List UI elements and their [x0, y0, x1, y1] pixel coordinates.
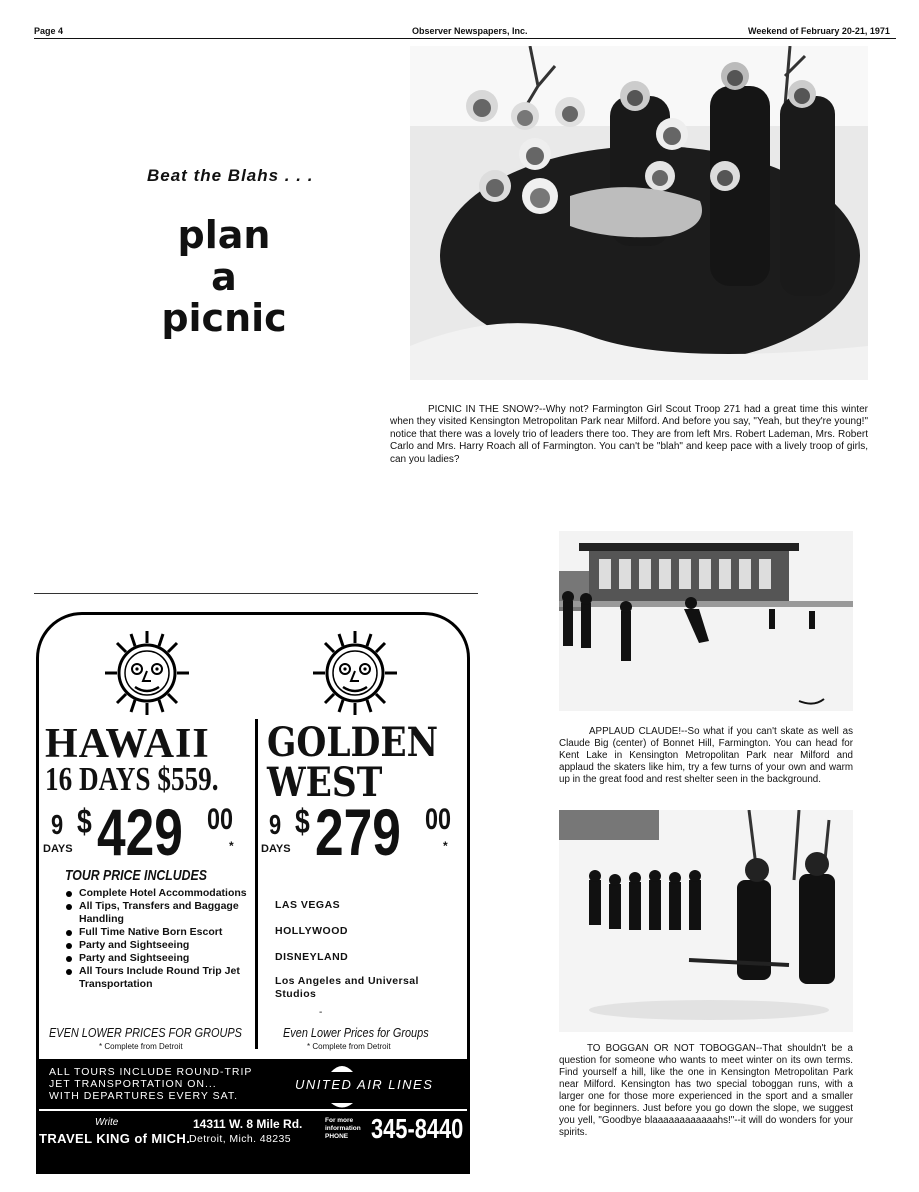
skate-caption: APPLAUD CLAUDE!--So what if you can't skate as well as Claude Big (center) of Bonnet Hill, Farmington. You can head for Kent Lake in Kensington Metropolitan Park near Milford and applaud the skaters like him, try a few turns of your own and warm up in the great food and rest shelter seen in the background. [559, 726, 853, 785]
header-rule [34, 38, 896, 39]
section-rule [34, 593, 478, 594]
headline-word-a: a [211, 255, 237, 299]
page-number: Page 4 [34, 26, 64, 36]
west-item-los-angeles: Los Angeles and Universal Studios [275, 975, 419, 1000]
tour-includes-list [63, 887, 249, 991]
list-item: Complete Hotel Accommodations [63, 887, 249, 900]
departures-band [39, 1059, 467, 1109]
west-price-star: * [443, 839, 448, 853]
tour-includes-title: TOUR PRICE INCLUDES [65, 867, 207, 884]
list-item: Party and Sightseeing [63, 952, 249, 965]
sun-logo-icon [305, 625, 405, 721]
hawaii-title: HAWAII [45, 721, 210, 767]
toboggan-photo [559, 810, 853, 1032]
west-item-las-vegas: LAS VEGAS [275, 899, 341, 911]
hawaii-price-star: * [229, 839, 234, 853]
west-days-word: DAYS [261, 843, 291, 855]
address-line-2: Detroit, Mich. 48235 [189, 1133, 291, 1145]
west-dash: - [319, 1007, 323, 1018]
hawaii-price: 429 [97, 795, 183, 869]
headline-word-plan: plan [177, 213, 271, 257]
issue-date: Weekend of February 20-21, 1971 [748, 26, 890, 36]
address-line-1: 14311 W. 8 Mile Rd. [193, 1117, 303, 1131]
phone-number: 345-8440 [371, 1113, 464, 1144]
hawaii-dollar-sign: $ [77, 803, 92, 841]
picnic-caption: PICNIC IN THE SNOW?--Why not? Farmington Girl Scout Troop 271 had a great time this winter when they visited Kensington Metropolitan Park near Milford. And before you say, "Yeah, but they're young!" notice that there was a lovely trio of leaders there too. They are from left Mrs. Robert Lademan, Mrs. Robert Carlo and Mrs. Harry Roach all of Farmington. You can't be "blah" and keep pace with a lively troop of girls, can you ladies? [390, 404, 868, 465]
west-title: WEST [267, 759, 383, 806]
headline-word-picnic: picnic [161, 296, 287, 340]
column-divider [255, 719, 258, 1049]
hawaii-days-number: 9 [51, 809, 64, 840]
hawaii-group-prices: EVEN LOWER PRICES FOR GROUPS [49, 1025, 242, 1040]
skate-photo [559, 531, 853, 711]
united-logo-icon [329, 1061, 355, 1073]
west-note: * Complete from Detroit [307, 1042, 391, 1051]
west-price: 279 [315, 795, 401, 869]
company-name: TRAVEL KING of MICH. [39, 1131, 191, 1146]
list-item: All Tours Include Round Trip Jet Transportation [63, 965, 249, 991]
west-group-prices: Even Lower Prices for Groups [283, 1025, 429, 1040]
hawaii-days-word: DAYS [43, 843, 73, 855]
list-item: Party and Sightseeing [63, 939, 249, 952]
hawaii-note: * Complete from Detroit [99, 1042, 183, 1051]
hawaii-16day-price: 16 DAYS $559. [45, 761, 219, 798]
kicker-heading: Beat the Blahs . . . [147, 166, 314, 185]
picnic-photo [410, 46, 868, 380]
write-label: Write [95, 1117, 119, 1128]
west-price-cents: 00 [425, 803, 452, 836]
travel-advertisement [36, 612, 470, 1174]
golden-title: GOLDEN [267, 719, 439, 766]
sun-logo-icon [97, 625, 197, 721]
contact-band [39, 1111, 467, 1171]
united-logo-icon [329, 1097, 355, 1105]
airline-name: UNITED AIR LINES [295, 1077, 434, 1092]
phone-info-label: For more information PHONE [325, 1117, 361, 1140]
west-days-number: 9 [269, 809, 282, 840]
west-item-hollywood: HOLLYWOOD [275, 925, 348, 937]
list-item: Full Time Native Born Escort [63, 926, 249, 939]
west-item-disneyland: DISNEYLAND [275, 951, 349, 963]
list-item: All Tips, Transfers and Baggage Handling [63, 900, 249, 926]
hawaii-price-cents: 00 [207, 803, 234, 836]
departures-text: ALL TOURS INCLUDE ROUND-TRIP JET TRANSPORTATION ON... WITH DEPARTURES EVERY SAT. [49, 1066, 253, 1102]
west-dollar-sign: $ [295, 803, 310, 841]
toboggan-caption: TO BOGGAN OR NOT TOBOGGAN--That shouldn't be a question for someone who wants to meet winter on its own terms. Find yourself a hill, like the one in Kensington Metropolitan Park near Milford. Kensington has two special toboggan runs, with a larger one for those more experienced in the sport and a smaller one for beginners. Just before you go down the slope, we suggest you yell, "Goodbye blaaaaaaaaaaaahs!"--it will do wonders for your spirits. [559, 1043, 853, 1138]
publisher: Observer Newspapers, Inc. [412, 26, 528, 36]
